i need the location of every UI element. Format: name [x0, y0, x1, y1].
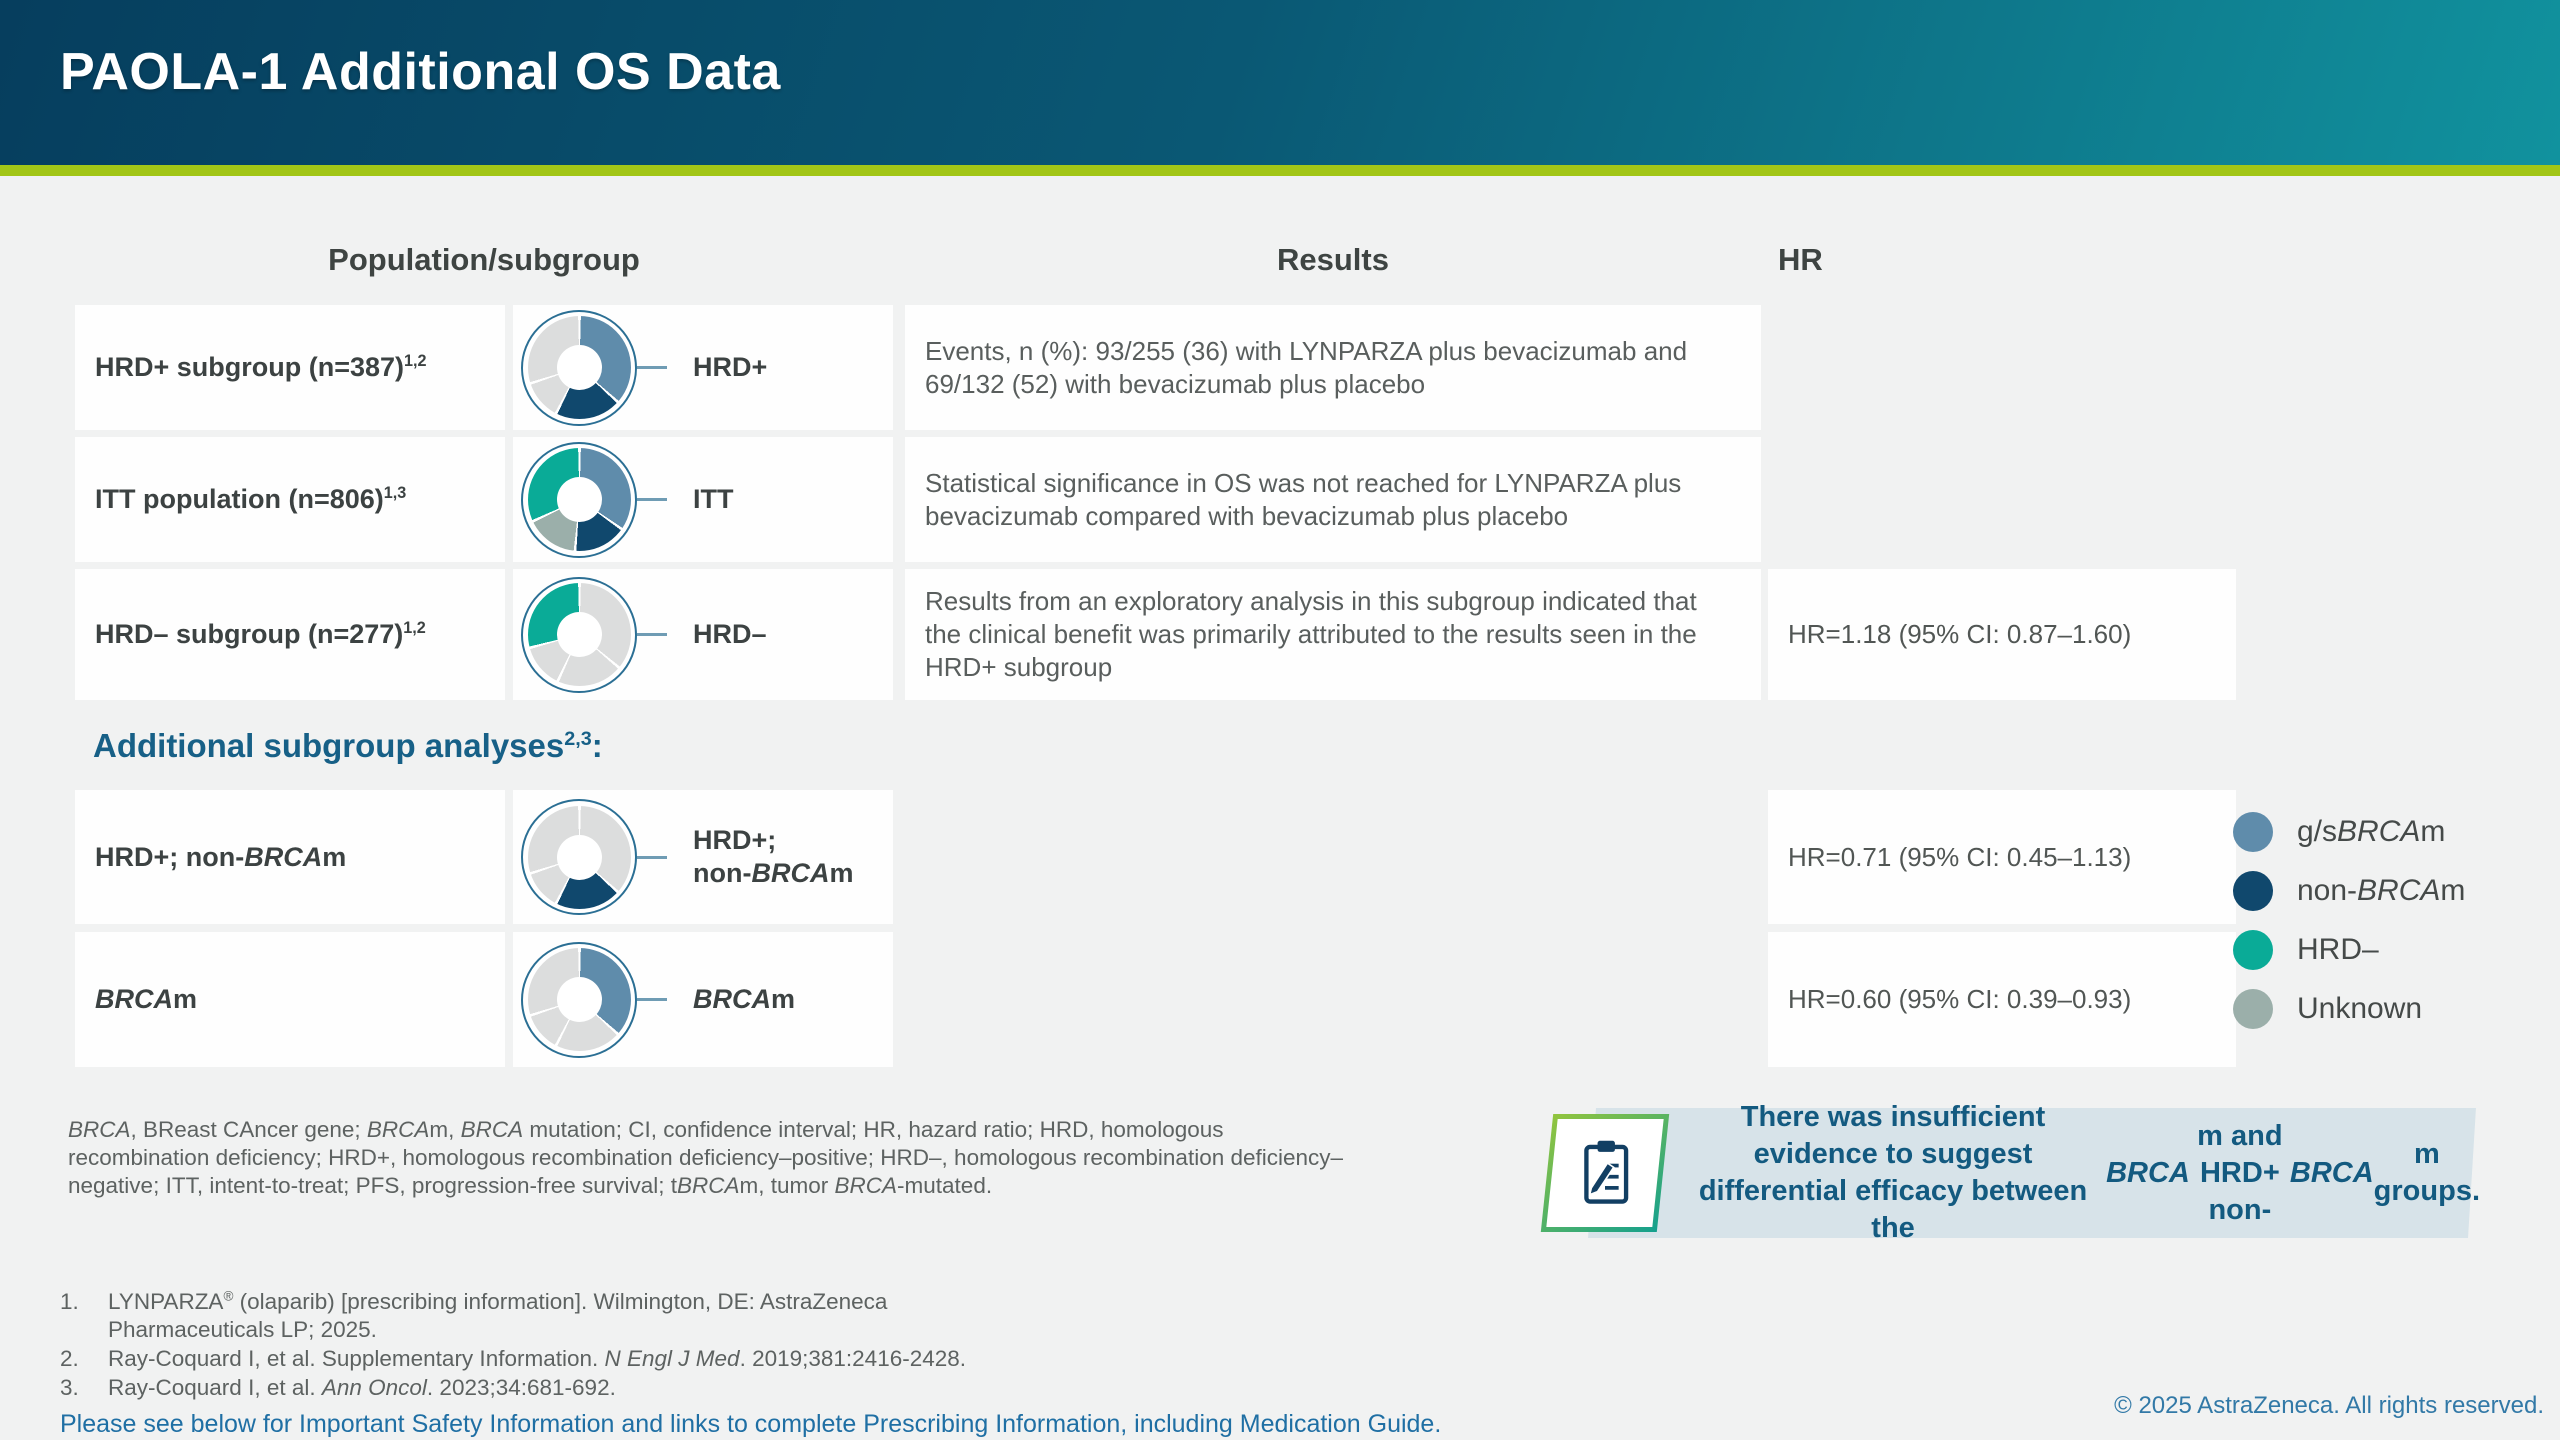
- reference-item: 2. Ray-Coquard I, et al. Supplementary Information. N Engl J Med. 2019;381:2416-2428.: [60, 1346, 967, 1371]
- legend-item-gsbrcam: [2233, 812, 2465, 852]
- hr-value: HR=0.71 (95% CI: 0.45–1.13): [1788, 841, 2132, 872]
- references-list: [60, 1288, 1048, 1403]
- donut-connector-line: [637, 856, 667, 859]
- accent-bar: [0, 165, 2560, 176]
- legend: [2233, 812, 2465, 1048]
- hrd-neg-swatch: [2233, 930, 2273, 970]
- donut-label: ITT: [693, 484, 734, 514]
- results-cell-hrd-neg: [905, 569, 1761, 700]
- population-label: BRCAm: [95, 984, 198, 1014]
- results-text: Statistical significance in OS was not reached for LYNPARZA plus bevacizumab compared with bevacizumab plus placebo: [925, 467, 1682, 531]
- hr-value: HR=0.60 (95% CI: 0.39–0.93): [1788, 984, 2132, 1014]
- donut-connector-line: [637, 366, 667, 369]
- population-cell-hrd-pos: [75, 305, 505, 430]
- donut-ring: [521, 310, 637, 426]
- abbreviations-text: BRCA, BReast CAncer gene; BRCAm, BRCA mutation; CI, confidence interval; HR, hazard ratio; HRD, homologous recombination deficiency; HRD+, homologous recombination deficiency–positive; HRD–, homologous recombination deficiency–negative; ITT, intent-to-treat; PFS, progression-free survival; tBRCAm, tumor BRCA-mutated.: [68, 1117, 1344, 1198]
- donut-cell-hrd-pos: [513, 305, 893, 430]
- donut-label: HRD+; non-BRCAm: [693, 825, 854, 888]
- hr-value: HR=1.18 (95% CI: 0.87–1.60): [1788, 619, 2132, 649]
- donut-ring: [521, 799, 637, 915]
- results-cell-hrd-pos: [905, 305, 1761, 430]
- hr-cell-hrd-neg: [1768, 569, 2236, 700]
- legend-item-hrd-neg: [2233, 930, 2465, 970]
- legend-label: Unknown: [2297, 992, 2423, 1025]
- reference-item: 1. LYNPARZA® (olaparib) [prescribing information]. Wilmington, DE: AstraZeneca Pharmaceuticals LP; 2025.: [60, 1288, 888, 1342]
- donut-connector-line: [637, 633, 667, 636]
- donut-ring: [521, 942, 637, 1058]
- donut-label: HRD–: [693, 619, 767, 649]
- donut-connector-line: [637, 498, 667, 501]
- callout-icon-tile: [1541, 1114, 1669, 1232]
- legend-item-nonbrcam: [2233, 871, 2465, 911]
- column-header-hr: HR: [1778, 242, 1823, 277]
- column-header-population: Population/subgroup: [328, 242, 640, 277]
- donut-cell-brcam: [513, 932, 893, 1067]
- population-cell-itt: [75, 437, 505, 562]
- population-cell-brcam: [75, 932, 505, 1067]
- population-label: HRD+; non-BRCAm: [95, 841, 347, 872]
- hrd-neg-donut-chart: [528, 583, 631, 686]
- donut-label: HRD+: [693, 352, 768, 382]
- unknown-swatch: [2233, 989, 2273, 1029]
- nonbrcam-swatch: [2233, 871, 2273, 911]
- results-text: Results from an exploratory analysis in this subgroup indicated that the clinical benefit was primarily attributed to the results seen in the HRD+ subgroup: [925, 586, 1697, 682]
- population-cell-hrd-neg: [75, 569, 505, 700]
- brcam-donut-chart: [528, 948, 631, 1051]
- donut-cell-hrd-neg: [513, 569, 893, 700]
- reference-item: 3. Ray-Coquard I, et al. Ann Oncol. 2023;34:681-692.: [60, 1375, 616, 1400]
- donut-ring: [521, 577, 637, 693]
- column-header-results: Results: [1277, 242, 1389, 277]
- donut-label: BRCAm: [693, 984, 796, 1014]
- legend-label: non-BRCAm: [2297, 874, 2466, 907]
- legend-label: g/sBRCAm: [2297, 815, 2446, 848]
- donut-cell-itt: [513, 437, 893, 562]
- donut-ring: [521, 442, 637, 558]
- legend-label: HRD–: [2297, 933, 2379, 966]
- donut-connector-line: [637, 998, 667, 1001]
- population-cell-hrd-pos-nonbrcam: [75, 790, 505, 924]
- population-label: HRD– subgroup (n=277)$^{1,2}$: [95, 619, 426, 649]
- safety-information-link[interactable]: Please see below for Important Safety Information and links to complete Prescribing Information, including Medication Guide.: [60, 1410, 1442, 1438]
- results-text: Events, n (%): 93/255 (36) with LYNPARZA plus bevacizumab and 69/132 (52) with bevacizumab plus placebo: [925, 335, 1688, 399]
- hr-cell-brcam: [1768, 932, 2236, 1067]
- gsbrcam-swatch: [2233, 812, 2273, 852]
- donut-cell-hrd-pos-nonbrcam: [513, 790, 893, 924]
- additional-analyses-heading: Additional subgroup analyses$^{2,3}$:: [93, 727, 603, 764]
- page-title: PAOLA-1 Additional OS Data: [60, 43, 781, 101]
- results-cell-itt: [905, 437, 1761, 562]
- itt-donut-chart: [528, 448, 631, 551]
- population-label: ITT population (n=806)$^{1,3}$: [95, 484, 407, 514]
- hrd-pos-donut-chart: [528, 316, 631, 419]
- clipboard-pencil-icon: [1574, 1138, 1636, 1208]
- hrd-pos-nonbrcam-donut-chart: [528, 806, 631, 909]
- hr-cell-hrd-pos-nonbrcam: [1768, 790, 2236, 924]
- population-label: HRD+ subgroup (n=387)$^{1,2}$: [95, 352, 427, 382]
- copyright-text: © 2025 AstraZeneca. All rights reserved.: [2114, 1392, 2544, 1419]
- legend-item-unknown: [2233, 989, 2465, 1029]
- callout-text: There was insufficient evidence to suggest differential efficacy between the BRCA m and HRD+ non- BRCA m groups.: [1698, 1101, 2481, 1244]
